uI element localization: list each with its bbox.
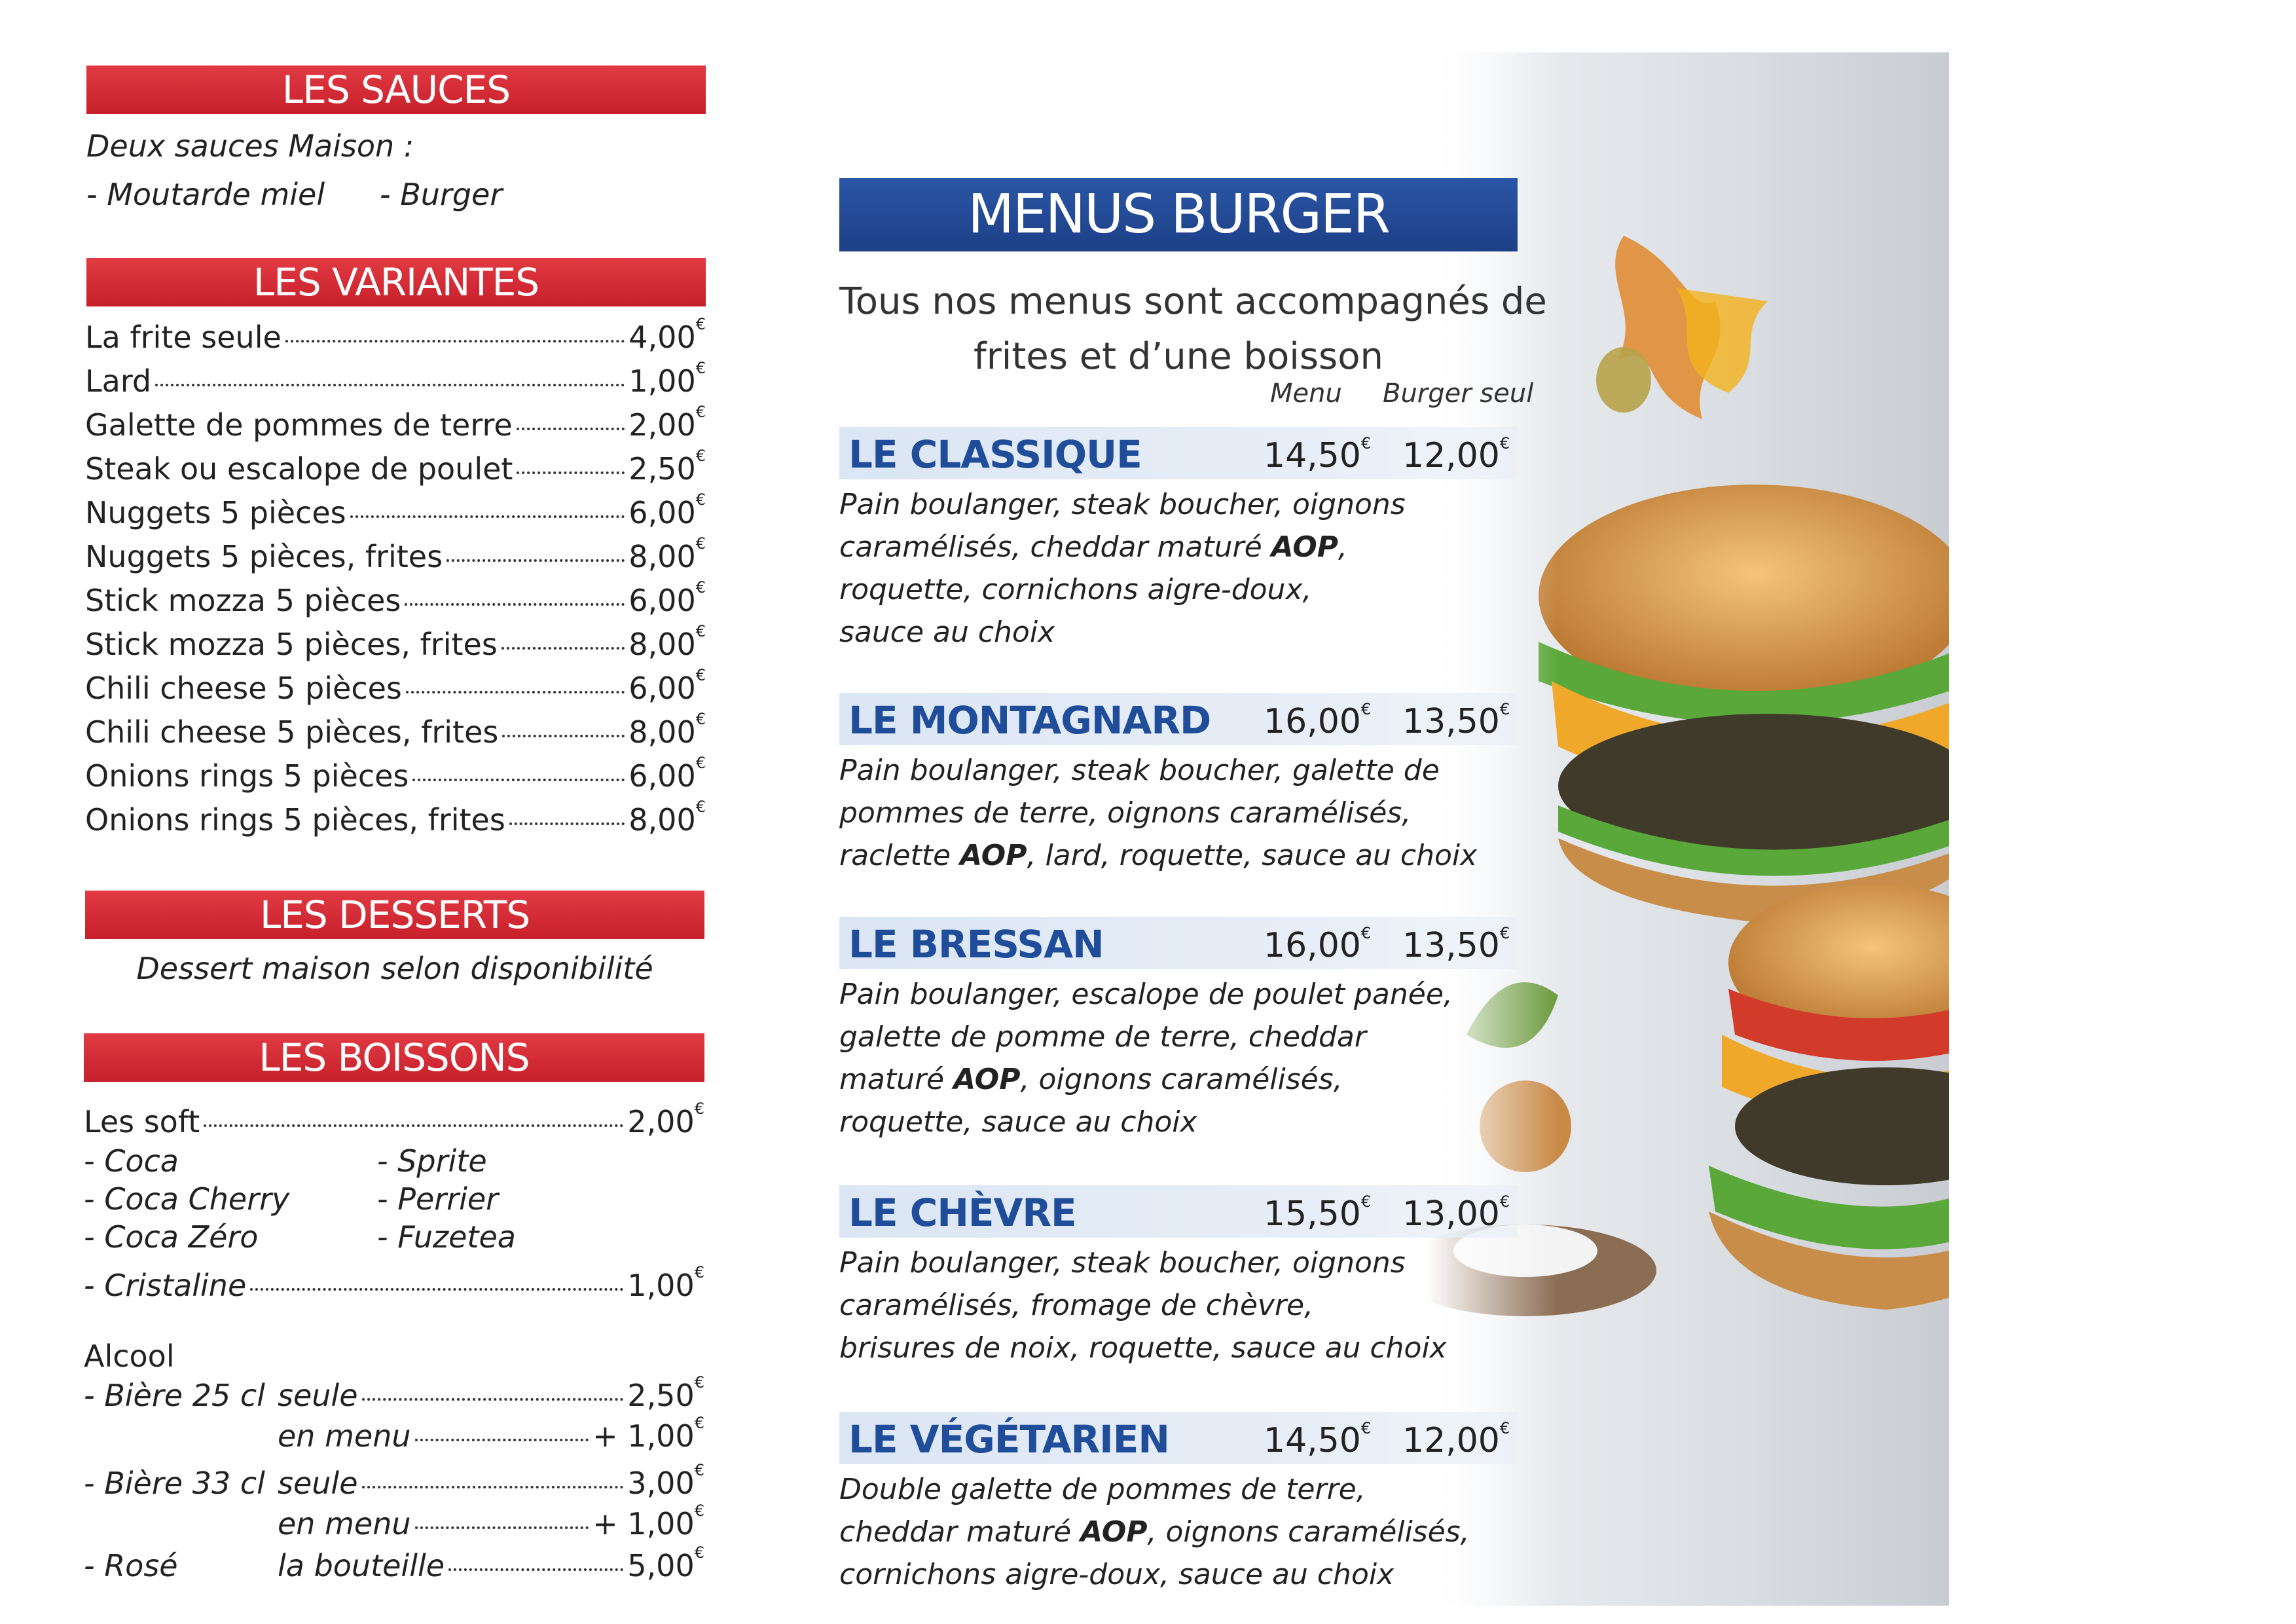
leader-dots xyxy=(415,1439,589,1441)
euro-sign: € xyxy=(694,1263,704,1282)
euro-sign: € xyxy=(1499,924,1510,942)
burger-menu-price xyxy=(1264,436,1371,475)
leader-dots xyxy=(501,647,625,650)
price-value: 12,00 xyxy=(1402,436,1500,475)
alcool-price xyxy=(592,1502,704,1541)
desserts-text: Dessert maison selon disponibilité xyxy=(136,951,653,986)
variante-price xyxy=(629,315,706,355)
price-value: 6,00 xyxy=(629,758,696,794)
price-value: 6,00 xyxy=(629,495,696,530)
euro-sign: € xyxy=(695,447,706,465)
burger-description xyxy=(839,1468,1470,1596)
variante-row xyxy=(85,403,706,443)
variante-label: Stick mozza 5 pièces, frites xyxy=(85,627,498,662)
description-line xyxy=(839,1284,1447,1327)
price-value: 2,00 xyxy=(629,407,696,443)
description-line xyxy=(839,1016,1453,1058)
aop-label: AOP xyxy=(960,839,1027,872)
soft-item: - Fuzetea xyxy=(377,1219,516,1255)
price-value: 13,50 xyxy=(1402,702,1500,741)
description-line xyxy=(839,1511,1470,1553)
alcool-sub: seule xyxy=(278,1466,358,1501)
variante-label: Steak ou escalope de poulet xyxy=(85,451,513,487)
description-text: raclette xyxy=(839,839,960,872)
variante-row xyxy=(85,447,706,487)
alcool-sub: en menu xyxy=(278,1506,411,1541)
leader-dots xyxy=(448,1568,623,1571)
variante-label: Lard xyxy=(85,363,152,399)
soft-item: - Coca Zéro xyxy=(84,1219,259,1255)
variante-label: Onions rings 5 pièces xyxy=(85,758,409,794)
variante-price xyxy=(629,798,706,838)
soft-item: - Perrier xyxy=(377,1181,499,1217)
price-value: + 1,00 xyxy=(592,1418,695,1454)
price-value: 8,00 xyxy=(629,714,696,750)
desserts-header: LES DESSERTS xyxy=(85,891,704,939)
euro-sign: € xyxy=(694,1461,704,1479)
leader-dots xyxy=(362,1486,624,1488)
description-text: Pain boulanger, steak boucher, galette de xyxy=(839,754,1440,787)
alcool-sub: la bouteille xyxy=(278,1548,445,1583)
variante-row xyxy=(85,315,706,355)
variante-row xyxy=(85,754,706,794)
alcool-price xyxy=(592,1414,704,1454)
burger-description xyxy=(839,749,1477,877)
sauces-intro: Deux sauces Maison : xyxy=(86,128,414,164)
aop-label: AOP xyxy=(1271,530,1338,564)
soft-item: - Sprite xyxy=(377,1143,487,1179)
burger-menu-price xyxy=(1264,926,1371,965)
alcool-sub: seule xyxy=(278,1378,358,1413)
leader-dots xyxy=(405,603,625,606)
alcool-sub: en menu xyxy=(278,1418,411,1454)
variante-price xyxy=(629,622,706,662)
alcool-name: - Bière 25 cl xyxy=(84,1378,265,1413)
variante-price xyxy=(629,490,706,530)
variante-price xyxy=(629,447,706,487)
variante-label: Nuggets 5 pièces xyxy=(85,495,346,530)
description-line xyxy=(839,1553,1470,1596)
euro-sign: € xyxy=(695,403,706,421)
variante-row xyxy=(85,490,706,530)
alcool-price xyxy=(627,1373,704,1413)
description-text: cheddar maturé xyxy=(839,1515,1081,1549)
variante-label: La frite seule xyxy=(85,320,282,355)
euro-sign: € xyxy=(695,490,706,509)
euro-sign: € xyxy=(694,1502,704,1520)
price-value: 16,00 xyxy=(1264,926,1361,965)
description-text: Pain boulanger, steak boucher, oignons xyxy=(839,1246,1406,1280)
burger-seul-price xyxy=(1402,436,1510,475)
aop-label: AOP xyxy=(953,1063,1021,1096)
description-text: roquette, sauce au choix xyxy=(839,1105,1197,1139)
price-value: + 1,00 xyxy=(592,1506,695,1541)
euro-sign: € xyxy=(695,359,706,377)
euro-sign: € xyxy=(694,1099,704,1118)
euro-sign: € xyxy=(694,1543,704,1562)
variante-row xyxy=(85,666,706,706)
description-text: pommes de terre, oignons caramélisés, xyxy=(839,796,1412,830)
description-text: roquette, cornichons aigre-doux, xyxy=(839,573,1312,606)
description-line xyxy=(839,1327,1447,1369)
price-value: 14,50 xyxy=(1264,1421,1361,1460)
alcool-row xyxy=(278,1543,704,1583)
alcool-price xyxy=(627,1543,704,1583)
alcool-row xyxy=(278,1461,704,1501)
variante-row xyxy=(85,798,706,838)
euro-sign: € xyxy=(1360,434,1372,452)
leader-dots xyxy=(412,779,625,781)
variante-row xyxy=(85,622,706,662)
variantes-header: LES VARIANTES xyxy=(86,258,706,306)
leader-dots xyxy=(415,1526,589,1529)
variante-label: Chili cheese 5 pièces, frites xyxy=(85,714,499,750)
sauce-item: - Moutarde miel xyxy=(86,177,325,212)
burger-name: LE VÉGÉTARIEN xyxy=(848,1417,1169,1462)
cristaline-price: 1,00€ xyxy=(627,1263,704,1303)
alcool-name: - Bière 33 cl xyxy=(84,1466,265,1501)
leader-dots xyxy=(285,340,625,342)
soft-list-left xyxy=(84,1142,289,1256)
euro-sign: € xyxy=(695,666,706,684)
variante-price xyxy=(629,578,706,618)
description-line xyxy=(839,611,1406,654)
variante-price xyxy=(629,710,706,750)
description-text: , oignons caramélisés, xyxy=(1020,1063,1343,1096)
menus-intro-line1: Tous nos menus sont accompagnés de xyxy=(839,280,1547,323)
alcool-price xyxy=(627,1461,704,1501)
soft-row xyxy=(84,1099,704,1139)
description-line xyxy=(839,834,1477,877)
variante-label: Chili cheese 5 pièces xyxy=(85,671,402,706)
description-text: , lard, roquette, sauce au choix xyxy=(1027,839,1478,872)
variante-label: Onions rings 5 pièces, frites xyxy=(85,802,505,838)
burger-description xyxy=(839,1242,1447,1369)
alcool-row xyxy=(278,1373,704,1413)
euro-sign: € xyxy=(695,534,706,553)
euro-sign: € xyxy=(1499,434,1510,452)
leader-dots xyxy=(509,822,625,825)
leader-dots xyxy=(502,735,625,737)
euro-sign: € xyxy=(1360,700,1372,718)
burger-description xyxy=(839,483,1406,654)
price-value: 8,00 xyxy=(629,627,696,662)
price-value: 6,00 xyxy=(629,583,696,618)
soft-item: - Coca Cherry xyxy=(84,1181,290,1217)
aop-label: AOP xyxy=(1080,1515,1148,1549)
leader-dots xyxy=(362,1398,624,1401)
description-line xyxy=(839,792,1477,834)
euro-sign: € xyxy=(694,1414,704,1432)
description-line xyxy=(839,1468,1470,1511)
leader-dots xyxy=(250,1288,623,1291)
price-value: 2,50 xyxy=(627,1378,695,1413)
description-text: cornichons aigre-doux, sauce au choix xyxy=(839,1558,1394,1591)
burger-description xyxy=(839,973,1453,1143)
price-value: 8,00 xyxy=(629,802,696,838)
price-value: 16,00 xyxy=(1264,702,1361,741)
burger-seul-price xyxy=(1402,926,1510,965)
euro-sign: € xyxy=(1360,924,1372,942)
description-text: Pain boulanger, escalope de poulet panée, xyxy=(839,978,1453,1011)
menus-intro-line2: frites et d’une boisson xyxy=(974,335,1383,378)
price-value: 12,00 xyxy=(1402,1421,1500,1460)
variante-label: Nuggets 5 pièces, frites xyxy=(85,539,443,574)
description-line xyxy=(839,1058,1453,1101)
variante-row xyxy=(85,710,706,750)
variante-price xyxy=(629,359,706,399)
burger-name: LE CLASSIQUE xyxy=(848,432,1142,477)
description-line xyxy=(839,1242,1447,1284)
euro-sign: € xyxy=(1499,1192,1510,1211)
sauce-item: - Burger xyxy=(380,177,503,212)
price-value: 8,00 xyxy=(629,539,696,574)
variante-price xyxy=(629,534,706,574)
burger-menu-price xyxy=(1264,1421,1371,1460)
price-value: 6,00 xyxy=(629,671,696,706)
boissons-header: LES BOISSONS xyxy=(84,1033,704,1082)
price-value: 2,50 xyxy=(629,451,696,487)
price-value: 1,00 xyxy=(629,363,696,399)
burger-name: LE CHÈVRE xyxy=(848,1190,1076,1235)
leader-dots xyxy=(406,691,625,693)
description-text: brisures de noix, roquette, sauce au choix xyxy=(839,1331,1447,1365)
burger-seul-price xyxy=(1402,702,1510,741)
alcool-label: Alcool xyxy=(84,1338,175,1374)
alcool-row xyxy=(278,1414,704,1454)
price-value: 15,50 xyxy=(1264,1194,1361,1234)
euro-sign: € xyxy=(695,622,706,640)
euro-sign: € xyxy=(1499,700,1510,718)
burger-seul-price xyxy=(1402,1421,1510,1460)
price-value: 3,00 xyxy=(627,1466,695,1501)
price-value: 13,00 xyxy=(1402,1194,1500,1234)
soft-label: Les soft xyxy=(84,1104,200,1139)
description-text: maturé xyxy=(839,1063,954,1096)
soft-list-right xyxy=(377,1142,516,1256)
soft-item: - Coca xyxy=(84,1143,179,1179)
alcool-name: - Rosé xyxy=(84,1548,178,1583)
variante-label: Stick mozza 5 pièces xyxy=(85,583,401,618)
variante-row xyxy=(85,359,706,399)
variante-row xyxy=(85,534,706,574)
burger-seul-price xyxy=(1402,1194,1510,1234)
euro-sign: € xyxy=(1360,1192,1372,1211)
description-text: galette de pomme de terre, cheddar xyxy=(839,1020,1366,1054)
soft-price: 2,00€ xyxy=(627,1099,704,1139)
euro-sign: € xyxy=(695,754,706,772)
description-text: caramélisés, cheddar maturé xyxy=(839,530,1271,564)
description-line xyxy=(839,526,1406,568)
euro-sign: € xyxy=(695,710,706,728)
description-line xyxy=(839,1101,1453,1143)
cristaline-label: - Cristaline xyxy=(84,1268,247,1303)
description-text: Double galette de pommes de terre, xyxy=(839,1473,1366,1506)
price-value: 13,50 xyxy=(1402,926,1500,965)
variante-label: Galette de pommes de terre xyxy=(85,407,513,443)
description-line xyxy=(839,749,1477,792)
leader-dots xyxy=(350,515,625,518)
euro-sign: € xyxy=(695,578,706,597)
burger-name: LE BRESSAN xyxy=(848,922,1104,967)
leader-dots xyxy=(155,384,625,386)
variante-row xyxy=(85,578,706,618)
alcool-row xyxy=(278,1502,704,1541)
description-line xyxy=(839,483,1406,526)
euro-sign: € xyxy=(1499,1419,1510,1437)
burger-menu-price xyxy=(1264,1194,1371,1234)
description-text: , oignons caramélisés, xyxy=(1147,1515,1470,1549)
column-seul-label: Burger seul xyxy=(1383,378,1534,409)
sauces-header: LES SAUCES xyxy=(86,65,706,114)
variante-price xyxy=(629,403,706,443)
leader-dots xyxy=(204,1124,623,1127)
description-text: sauce au choix xyxy=(839,616,1055,649)
description-text: Pain boulanger, steak boucher, oignons xyxy=(839,488,1406,521)
euro-sign: € xyxy=(1360,1419,1372,1437)
burger-name: LE MONTAGNARD xyxy=(848,698,1211,743)
euro-sign: € xyxy=(695,798,706,816)
euro-sign: € xyxy=(694,1373,704,1392)
column-menu-label: Menu xyxy=(1270,378,1342,409)
cristaline-row xyxy=(84,1263,704,1303)
price-value: 5,00 xyxy=(627,1548,695,1583)
leader-dots xyxy=(517,471,625,474)
price-value: 14,50 xyxy=(1264,436,1361,475)
price-value: 4,00 xyxy=(629,320,696,355)
variante-price xyxy=(629,754,706,794)
leader-dots xyxy=(517,428,625,430)
description-line xyxy=(839,973,1453,1016)
euro-sign: € xyxy=(695,315,706,333)
description-line xyxy=(839,568,1406,611)
description-text: caramélisés, fromage de chèvre, xyxy=(839,1289,1314,1322)
variante-price xyxy=(629,666,706,706)
burger-menu-price xyxy=(1264,702,1371,741)
leader-dots xyxy=(446,559,625,562)
menus-header: MENUS BURGER xyxy=(839,178,1518,251)
description-text: , xyxy=(1338,530,1347,564)
